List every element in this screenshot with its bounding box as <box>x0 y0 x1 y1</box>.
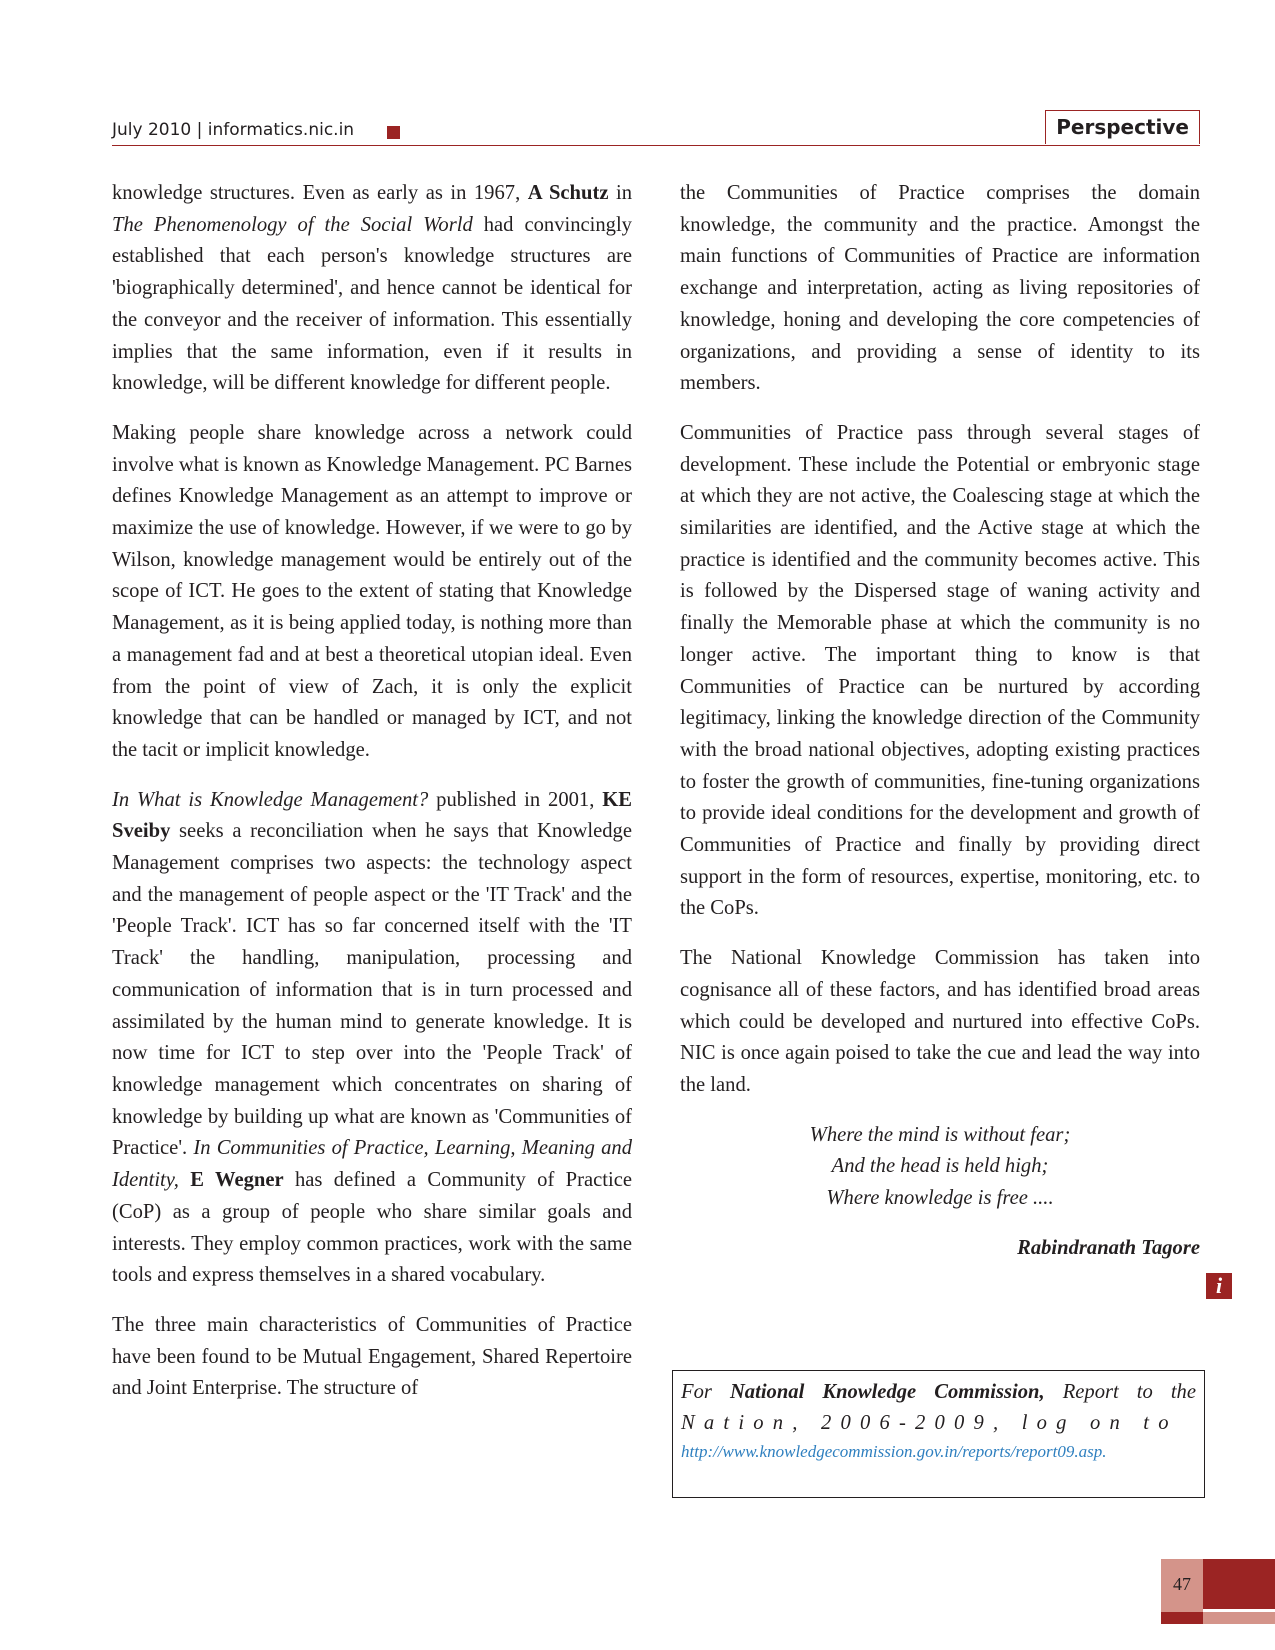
page-header <box>112 110 1200 146</box>
book-title: In Communities of Practice, Learning, Meaning and Identity, <box>112 1137 632 1192</box>
author-name: A Schutz <box>527 182 609 204</box>
text-run: published in 2001, <box>428 788 603 811</box>
reference-line-1 <box>681 1377 1196 1408</box>
text-run: seeks a reconciliation when he says that Knowledge Management comprises two aspects: the technology aspect and the management of people aspect or the 'IT Track' and the 'People Track'. ICT has so far concerned itself with the 'IT Track' the handling, manipulation, processing and communication of information that is in turn processed and assimilated by the human mind to generate knowledge. It is now time for ICT to step over into the 'People Track' of knowledge management which concentrates on sharing of knowledge by building up what are known as 'Communities of Practice'. <box>112 820 632 1160</box>
reference-line-2: Nation, 2006-2009, log on to <box>681 1412 1178 1434</box>
issue-info: July 2010 | informatics.nic.in <box>112 120 355 140</box>
book-title: The Phenomenology of the Social World <box>112 213 473 236</box>
text-run: Report to the <box>1044 1381 1196 1403</box>
footer-block <box>1203 1559 1275 1609</box>
footer-strip <box>1203 1612 1275 1624</box>
reference-link[interactable]: http://www.knowledgecommission.gov.in/reports/report09.asp. <box>681 1442 1107 1461</box>
author-name: KE Sveiby <box>112 788 632 843</box>
reference-box <box>672 1370 1205 1498</box>
text-run: has defined a Community of Practice (CoP) as a group of people who share similar goals and interests. They employ common practices, work with the same tools and express themselves in a shared vocabulary. <box>112 1169 632 1287</box>
poem-line: Where knowledge is free .... <box>826 1187 1054 1210</box>
left-paragraph-3 <box>112 785 632 1292</box>
right-paragraph-3: The National Knowledge Commission has taken into cognisance all of these factors, and has identified broad areas which could be developed and nurtured into effective CoPs. NIC is once again poised to take the cue and lead the way into the land. <box>680 947 1200 1096</box>
footer-strip <box>1161 1612 1203 1624</box>
left-column <box>112 178 632 1423</box>
poem-quote <box>680 1120 1200 1215</box>
organization-name: National Knowledge Commission, <box>729 1381 1045 1403</box>
header-square-icon <box>387 126 400 139</box>
text-run: in <box>608 182 632 204</box>
quote-attribution: Rabindranath Tagore <box>1017 1236 1200 1259</box>
left-paragraph-4: The three main characteristics of Communities of Practice have been found to be Mutual Engagement, Shared Repertoire and Joint Enterprise. The structure of <box>112 1313 632 1400</box>
poem-line: And the head is held high; <box>831 1155 1049 1178</box>
author-name: E Wegner <box>190 1169 284 1192</box>
text-run <box>179 1169 190 1191</box>
poem-line: Where the mind is without fear; <box>809 1123 1071 1146</box>
right-paragraph-2: Communities of Practice pass through several stages of development. These include the Potential or embryonic stage at which they are not active, the Coalescing stage at which the similarities are identified, and the Active stage at which the practice is identified and the community becomes active. This is followed by the Dispersed stage of waning activity and finally the Memorable phase at which the community is no longer active. The important thing to know is that Communities of Practice can be nurtured by according legitimacy, linking the knowledge direction of the Community with the broad national objectives, adopting existing practices to foster the growth of communities, fine-tuning organizations to provide ideal conditions for the development and growth of Communities of Practice and finally by providing direct support in the form of resources, expertise, monitoring, etc. to the CoPs. <box>680 421 1200 920</box>
info-icon: i <box>1206 1273 1232 1299</box>
book-title: In What is Knowledge Management? <box>112 788 429 811</box>
page-number: 47 <box>1161 1559 1203 1619</box>
text-run: had convincingly established that each person's knowledge structures are 'biographically determined', and hence cannot be identical for the conveyor and the receiver of information. This essentially implies that the same information, even if it results in knowledge, will be different knowledge for different people. <box>112 213 632 395</box>
left-paragraph-1 <box>112 178 632 400</box>
text-run: For <box>681 1381 730 1403</box>
section-label: Perspective <box>1045 110 1200 144</box>
right-paragraph-1: the Communities of Practice comprises the domain knowledge, the community and the practice. Amongst the main functions of Communities of Practice are information exchange and interpretation, acting as living repositories of knowledge, honing and developing the core competencies of organizations, and providing a sense of identity to its members. <box>680 182 1200 395</box>
left-paragraph-2: Making people share knowledge across a network could involve what is known as Knowledge Management. PC Barnes defines Knowledge Management as an attempt to improve or maximize the use of knowledge. However, if we were to go by Wilson, knowledge management would be entirely out of the scope of ICT. He goes to the extent of stating that Knowledge Management, as it is being applied today, is nothing more than a management fad and at best a theoretical utopian ideal. Even from the point of view of Zach, it is only the explicit knowledge that can be handled or managed by ICT, and not the tacit or implicit knowledge. <box>112 421 632 761</box>
text-run: knowledge structures. Even as early as in 1967, <box>112 182 528 204</box>
right-column <box>680 178 1200 1265</box>
header-rule <box>112 145 1200 146</box>
